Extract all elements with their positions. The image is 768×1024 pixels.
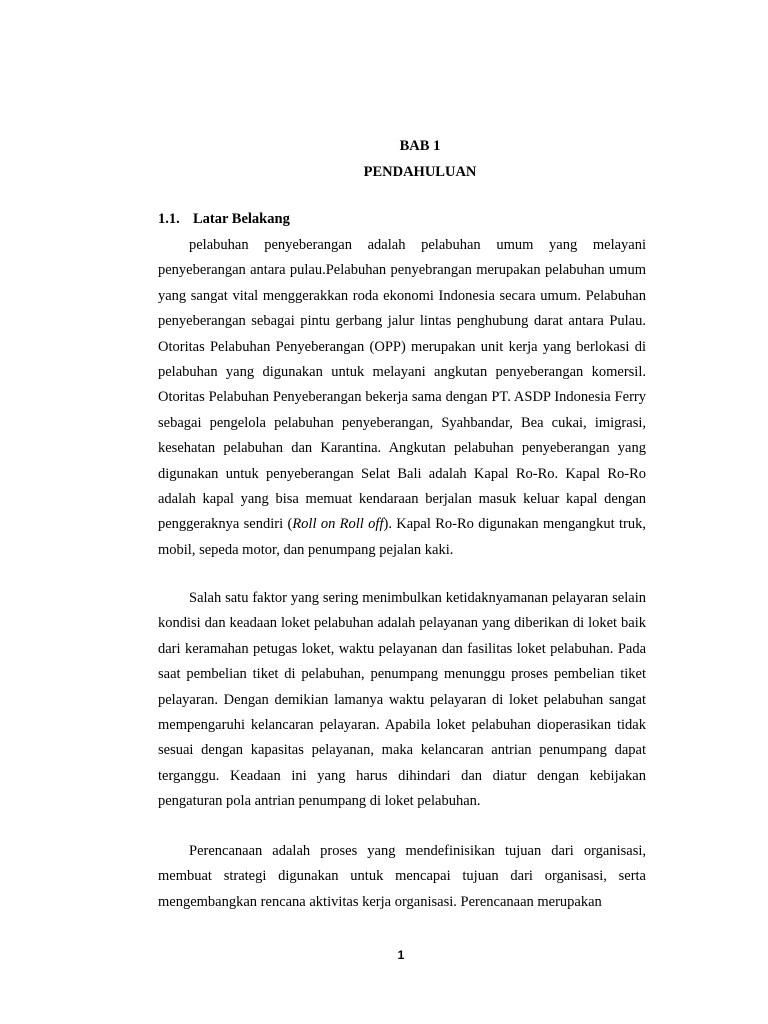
- paragraph-1-text-b: ). Kapal Ro-Ro digunakan mengangkut truk, mobil, sepeda motor, dan penumpang pejalan kaki.: [158, 516, 647, 558]
- chapter-number: BAB 1: [399, 138, 441, 154]
- paragraph-2-text: Salah satu faktor yang sering menimbulkan ketidaknyamanan pelayaran selain kondisi dan keadaan loket pelabuhan adalah pelayanan yang diberikan di loket baik dari keramahan petugas loket, waktu pelayanan dan fasilitas loket pelabuhan. Pada saat pembelian tiket di pelabuhan, penumpang menunggu proses pembelian tiket pelayaran. Dengan demikian lamanya waktu pelayaran di loket pelabuhan sangat mempengaruhi kelancaran pelayaran. Apabila loket pelabuhan dioperasikan tidak sesuai dengan kapasitas pelayanan, maka kelancaran antrian penumpang dapat terganggu. Keadaan ini yang harus dihindari dan diatur dengan kebijakan pengaturan pola antrian penumpang di loket pelabuhan.: [158, 590, 646, 810]
- chapter-title: PENDAHULUAN: [363, 164, 477, 180]
- paragraph-3: [158, 839, 646, 915]
- paragraph-text: [158, 233, 646, 563]
- paragraph-1-text-a: pelabuhan penyeberangan adalah pelabuhan umum yang melayani penyeberangan antara pulau.Pelabuhan penyebrangan merupakan pelabuhan umum yang sangat vital menggerakkan roda ekonomi Indonesia secara umum. Pelabuhan penyeberangan sebagai pintu gerbang jalur lintas penghubung darat antara Pulau. Otoritas Pelabuhan Penyeberangan (OPP) merupakan unit kerja yang berlokasi di pelabuhan yang digunakan untuk melayani angkutan penyeberangan komersil. Otoritas Pelabuhan Penyeberangan bekerja sama dengan PT. ASDP Indonesia Ferry sebagai pengelola pelabuhan penyeberangan, Syahbandar, Bea cukai, imigrasi, kesehatan pelabuhan dan Karantina. Angkutan pelabuhan penyeberangan yang digunakan untuk penyeberangan Selat Bali adalah Kapal Ro-Ro. Kapal Ro-Ro adalah kapal yang bisa memuat kendaraan berjalan masuk keluar kapal dengan penggeraknya sendiri (: [158, 237, 646, 533]
- paragraph-3-text: Perencanaan adalah proses yang mendefinisikan tujuan dari organisasi, membuat strategi digunakan untuk mencapai tujuan dari organisasi, serta mengembangkan rencana aktivitas kerja organisasi. Perencanaan merupakan: [158, 843, 646, 910]
- page-number: 1: [397, 948, 405, 962]
- section-number: 1.1.: [158, 211, 180, 227]
- section-title: Latar Belakang: [193, 211, 290, 227]
- paragraph-2: [158, 586, 646, 815]
- paragraph-1-italic-term: Roll on Roll off: [292, 516, 384, 533]
- section-heading: [158, 211, 290, 228]
- paragraph-1: [158, 233, 646, 563]
